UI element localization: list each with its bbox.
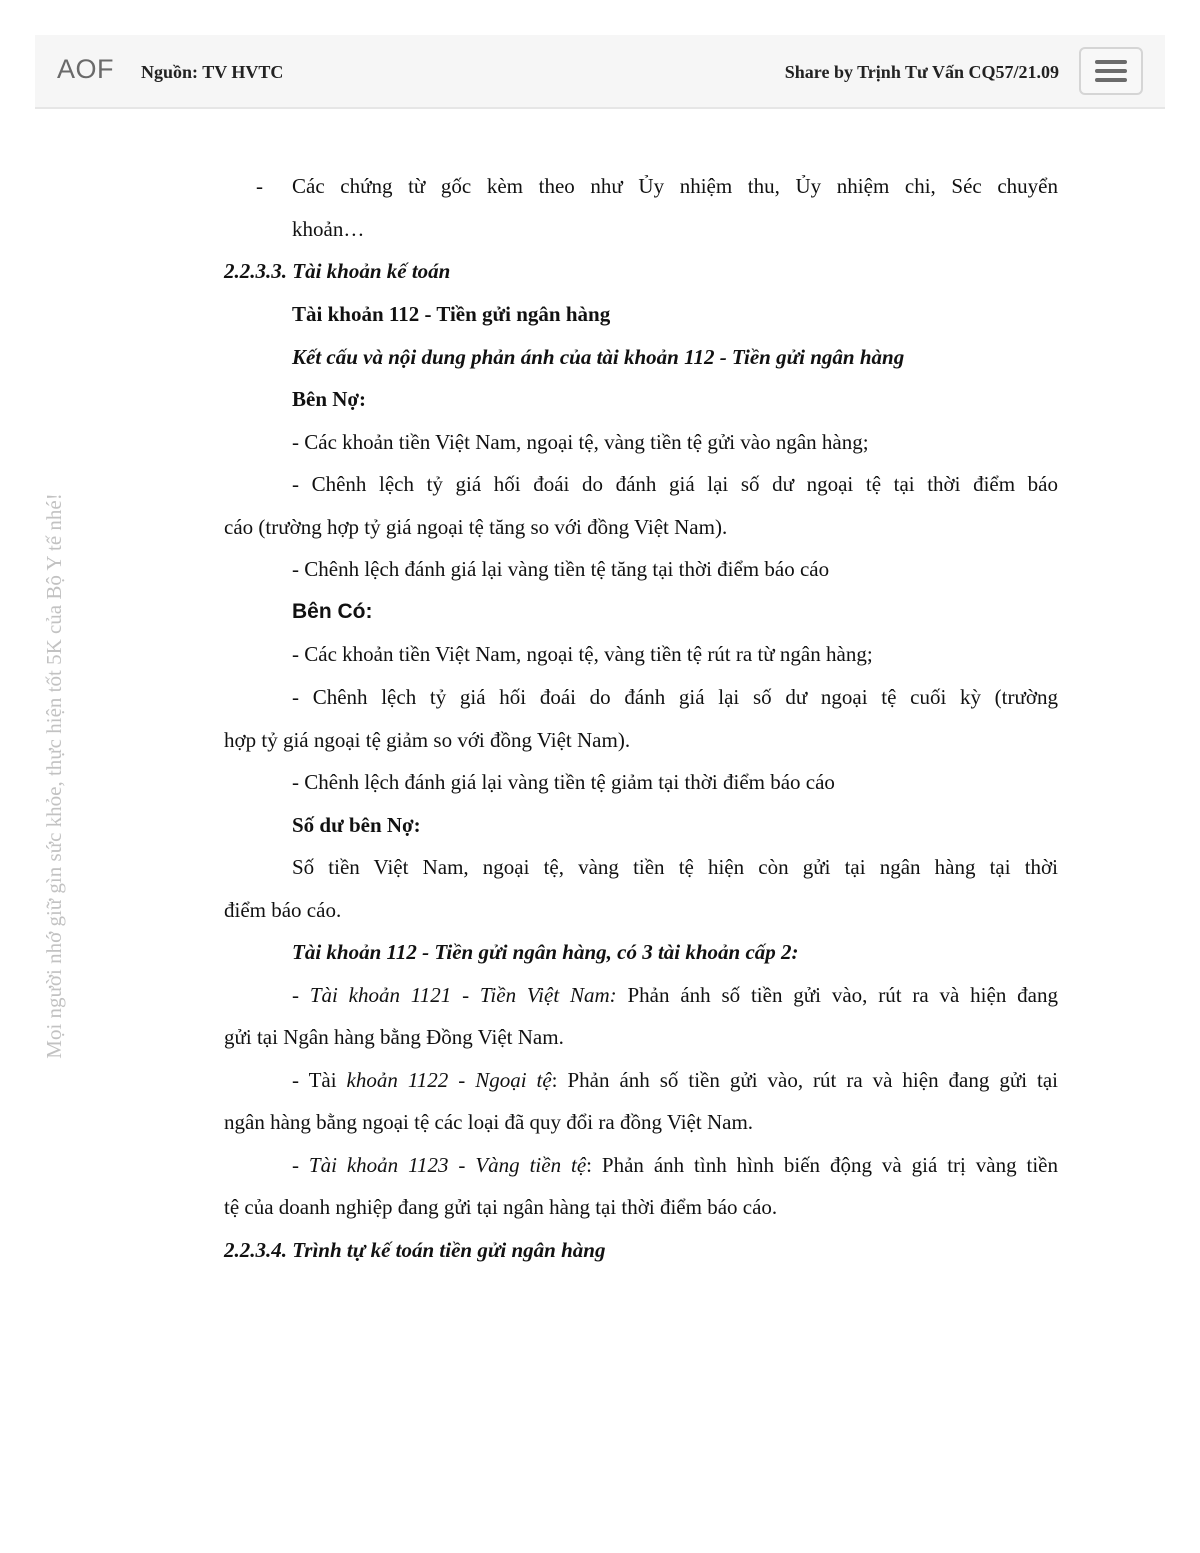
credit-item-2a: - Chênh lệch tỷ giá hối đoái do đánh giá lại số dư ngoại tệ cuối kỳ (trường: [292, 685, 1058, 709]
debit-side-heading: Bên Nợ:: [292, 387, 367, 411]
account-1122-line-b: ngân hàng bằng ngoại tệ các loại đã quy đổi ra đồng Việt Nam.: [224, 1110, 754, 1134]
debit-balance-heading: Số dư bên Nợ:: [292, 813, 421, 837]
account-1123-label: - Tài khoản 1123 - Vàng tiền tệ: [292, 1153, 587, 1177]
bullet-dash: -: [256, 174, 263, 198]
account-1122-line-a: [292, 1066, 1058, 1094]
account-1123-text-a: : Phản ánh tình hình biến động và giá trị vàng tiền: [586, 1153, 1058, 1177]
debit-balance-a: Số tiền Việt Nam, ngoại tệ, vàng tiền tệ hiện còn gửi tại ngân hàng tại thời: [292, 855, 1058, 879]
sub-accounts-title: Tài khoản 112 - Tiền gửi ngân hàng, có 3 tài khoản cấp 2:: [292, 940, 799, 964]
debit-item-3: - Chênh lệch đánh giá lại vàng tiền tệ tăng tại thời điểm báo cáo: [292, 557, 830, 581]
account-112-structure: Kết cấu và nội dung phản ánh của tài khoản 112 - Tiền gửi ngân hàng: [292, 345, 905, 369]
account-1122-prefix: - Tài: [292, 1068, 337, 1092]
source-label: Nguồn: TV HVTC: [141, 62, 284, 82]
section-heading-2233: 2.2.3.3. Tài khoản kế toán: [224, 259, 451, 283]
bullet-line-1: Các chứng từ gốc kèm theo như Ủy nhiệm thu, Ủy nhiệm chi, Séc chuyển: [292, 174, 1058, 198]
account-112-title: Tài khoản 112 - Tiền gửi ngân hàng: [292, 302, 611, 326]
account-1121-text-a: Phản ánh số tiền gửi vào, rút ra và hiện đang: [616, 983, 1058, 1007]
brand-logo[interactable]: AOF: [57, 54, 115, 84]
account-1122-label: khoản 1122 - Ngoại tệ: [336, 1068, 552, 1092]
account-1121-label: - Tài khoản 1121 - Tiền Việt Nam:: [292, 983, 617, 1007]
credit-side-heading: Bên Có:: [292, 600, 373, 623]
bullet-line-2: khoản…: [292, 217, 365, 241]
account-1123-line-a: [292, 1151, 1058, 1179]
credit-item-2b: hợp tỷ giá ngoại tệ giảm so với đồng Việt Nam).: [224, 728, 631, 752]
credit-item-3: - Chênh lệch đánh giá lại vàng tiền tệ giảm tại thời điểm báo cáo: [292, 770, 835, 794]
account-1122-text-a: : Phản ánh số tiền gửi vào, rút ra và hiện đang gửi tại: [551, 1068, 1058, 1092]
account-1123-line-b: tệ của doanh nghiệp đang gửi tại ngân hàng tại thời điểm báo cáo.: [224, 1195, 778, 1219]
share-credit: Share by Trịnh Tư Vấn CQ57/21.09: [784, 62, 1059, 82]
side-watermark: Mọi người nhớ giữ gìn sức khỏe, thực hiện tốt 5K của Bộ Y tế nhé!: [42, 493, 66, 1059]
debit-item-2b: cáo (trường hợp tỷ giá ngoại tệ tăng so với đồng Việt Nam).: [224, 515, 728, 539]
section-heading-2234: 2.2.3.4. Trình tự kế toán tiền gửi ngân hàng: [224, 1238, 606, 1262]
account-1121-line-b: gửi tại Ngân hàng bằng Đồng Việt Nam.: [224, 1025, 564, 1049]
credit-item-1: - Các khoản tiền Việt Nam, ngoại tệ, vàng tiền tệ rút ra từ ngân hàng;: [292, 642, 873, 666]
account-1121-line-a: [292, 981, 1058, 1009]
debit-item-1: - Các khoản tiền Việt Nam, ngoại tệ, vàng tiền tệ gửi vào ngân hàng;: [292, 430, 869, 454]
debit-item-2a: - Chênh lệch tỷ giá hối đoái do đánh giá lại số dư ngoại tệ tại thời điểm báo: [292, 472, 1058, 496]
debit-balance-b: điểm báo cáo.: [224, 898, 342, 922]
